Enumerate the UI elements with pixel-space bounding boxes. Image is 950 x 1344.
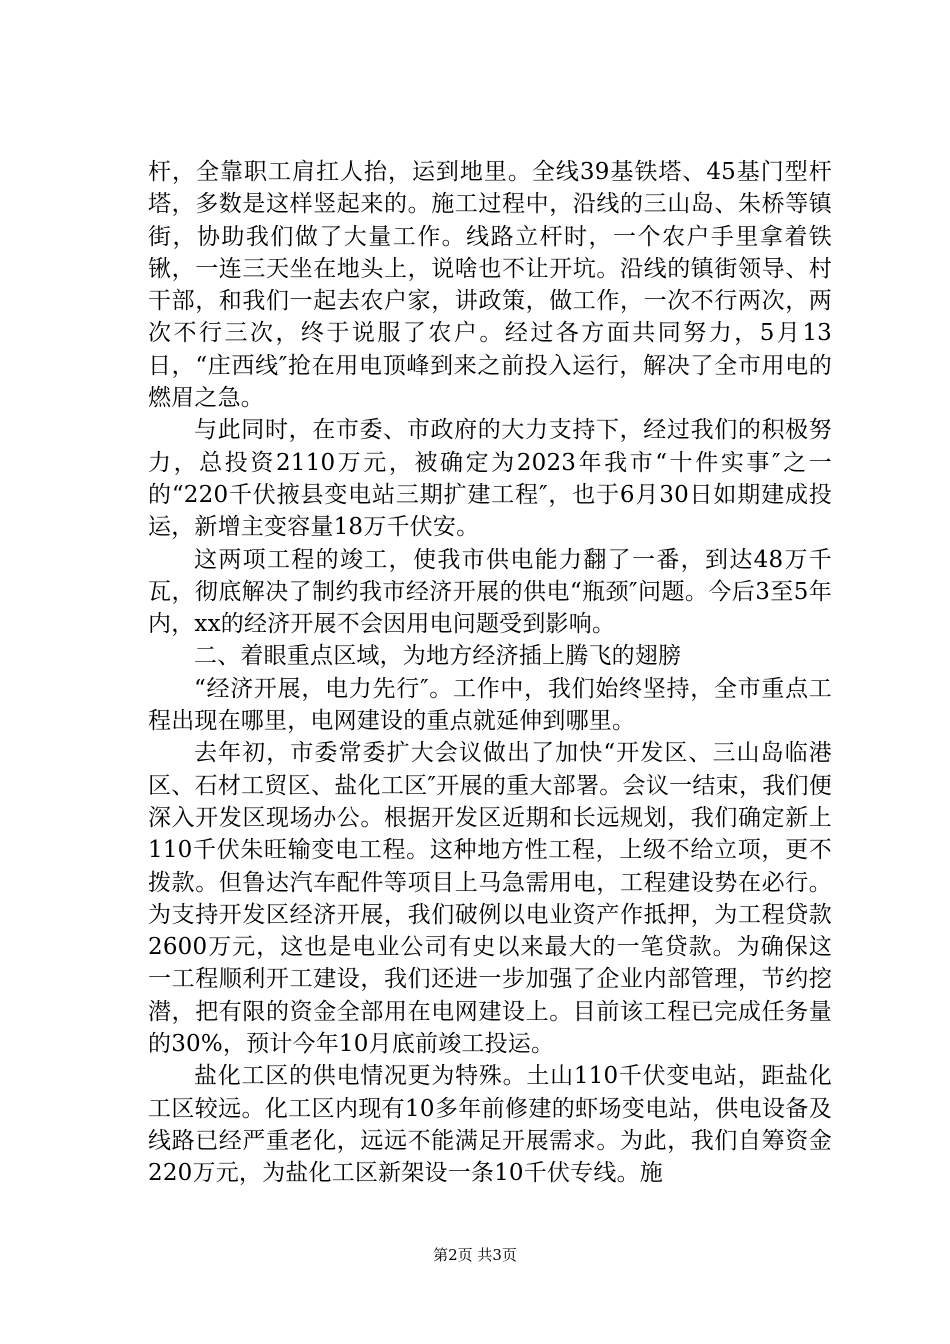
paragraph-4: “经济开展，电力先行″。工作中，我们始终坚持，全市重点工程出现在哪里，电网建设的重点就延伸到哪里。 — [148, 675, 832, 735]
paragraph-2: 与此同时，在市委、市政府的大力支持下，经过我们的积极努力，总投资2110万元，被确定为2023年我市“十件实事″之一的“220千伏掖县变电站三期扩建工程″，也于6月30日如期建成投运，新增主变容量18万千伏安。 — [148, 417, 832, 541]
section-heading: 二、着眼重点区域，为地方经济插上腾飞的翅膀 — [194, 643, 682, 670]
paragraph-5: 去年初，市委常委扩大会议做出了加快“开发区、三山岛临港区、石材工贸区、盐化工区″开展的重大部署。会议一结束，我们便深入开发区现场办公。根据开发区近期和长远规划，我们确定新上110千伏朱旺输变电工程。这种地方性工程，上级不给立项，更不拨款。但鲁达汽车配件等项目上马急需用电，工程建设势在必行。为支持开发区经济开展，我们破例以电业资产作抵押，为工程贷款2600万元，这也是电业公司有史以来最大的一笔贷款。为确保这一工程顺利开工建设，我们还进一步加强了企业内部管理，节约挖潜，把有限的资金全部用在电网建设上。目前该工程已完成任务量的30%，预计今年10月底前竣工投运。 — [148, 740, 832, 1058]
paragraph-3: 这两项工程的竣工，使我市供电能力翻了一番，到达48万千瓦，彻底解决了制约我市经济开展的供电“瓶颈″问题。今后3至5年内，xx的经济开展不会因用电问题受到影响。 — [148, 546, 832, 638]
document-body — [148, 156, 832, 1190]
paragraph-1: 杆，全靠职工肩扛人抬，运到地里。全线39基铁塔、45基门型杆塔，多数是这样竖起来的。施工过程中，沿线的三山岛、朱桥等镇街，协助我们做了大量工作。线路立杆时，一个农户手里拿着铁锹，一连三天坐在地头上，说啥也不让开坑。沿线的镇街领导、村干部，和我们一起去农户家，讲政策，做工作，一次不行两次，两次不行三次，终于说服了农户。经过各方面共同努力，5月13日，“庄西线″抢在用电顶峰到来之前投入运行，解决了全市用电的燃眉之急。 — [148, 159, 832, 412]
page-number-footer: 第2页 共3页 — [433, 1246, 517, 1264]
paragraph-6: 盐化工区的供电情况更为特殊。土山110千伏变电站，距盐化工区较远。化工区内现有10多年前修建的虾场变电站，供电设备及线路已经严重老化，远远不能满足开展需求。为此，我们自筹资金220万元，为盐化工区新架设一条10千伏专线。施 — [148, 1063, 832, 1187]
